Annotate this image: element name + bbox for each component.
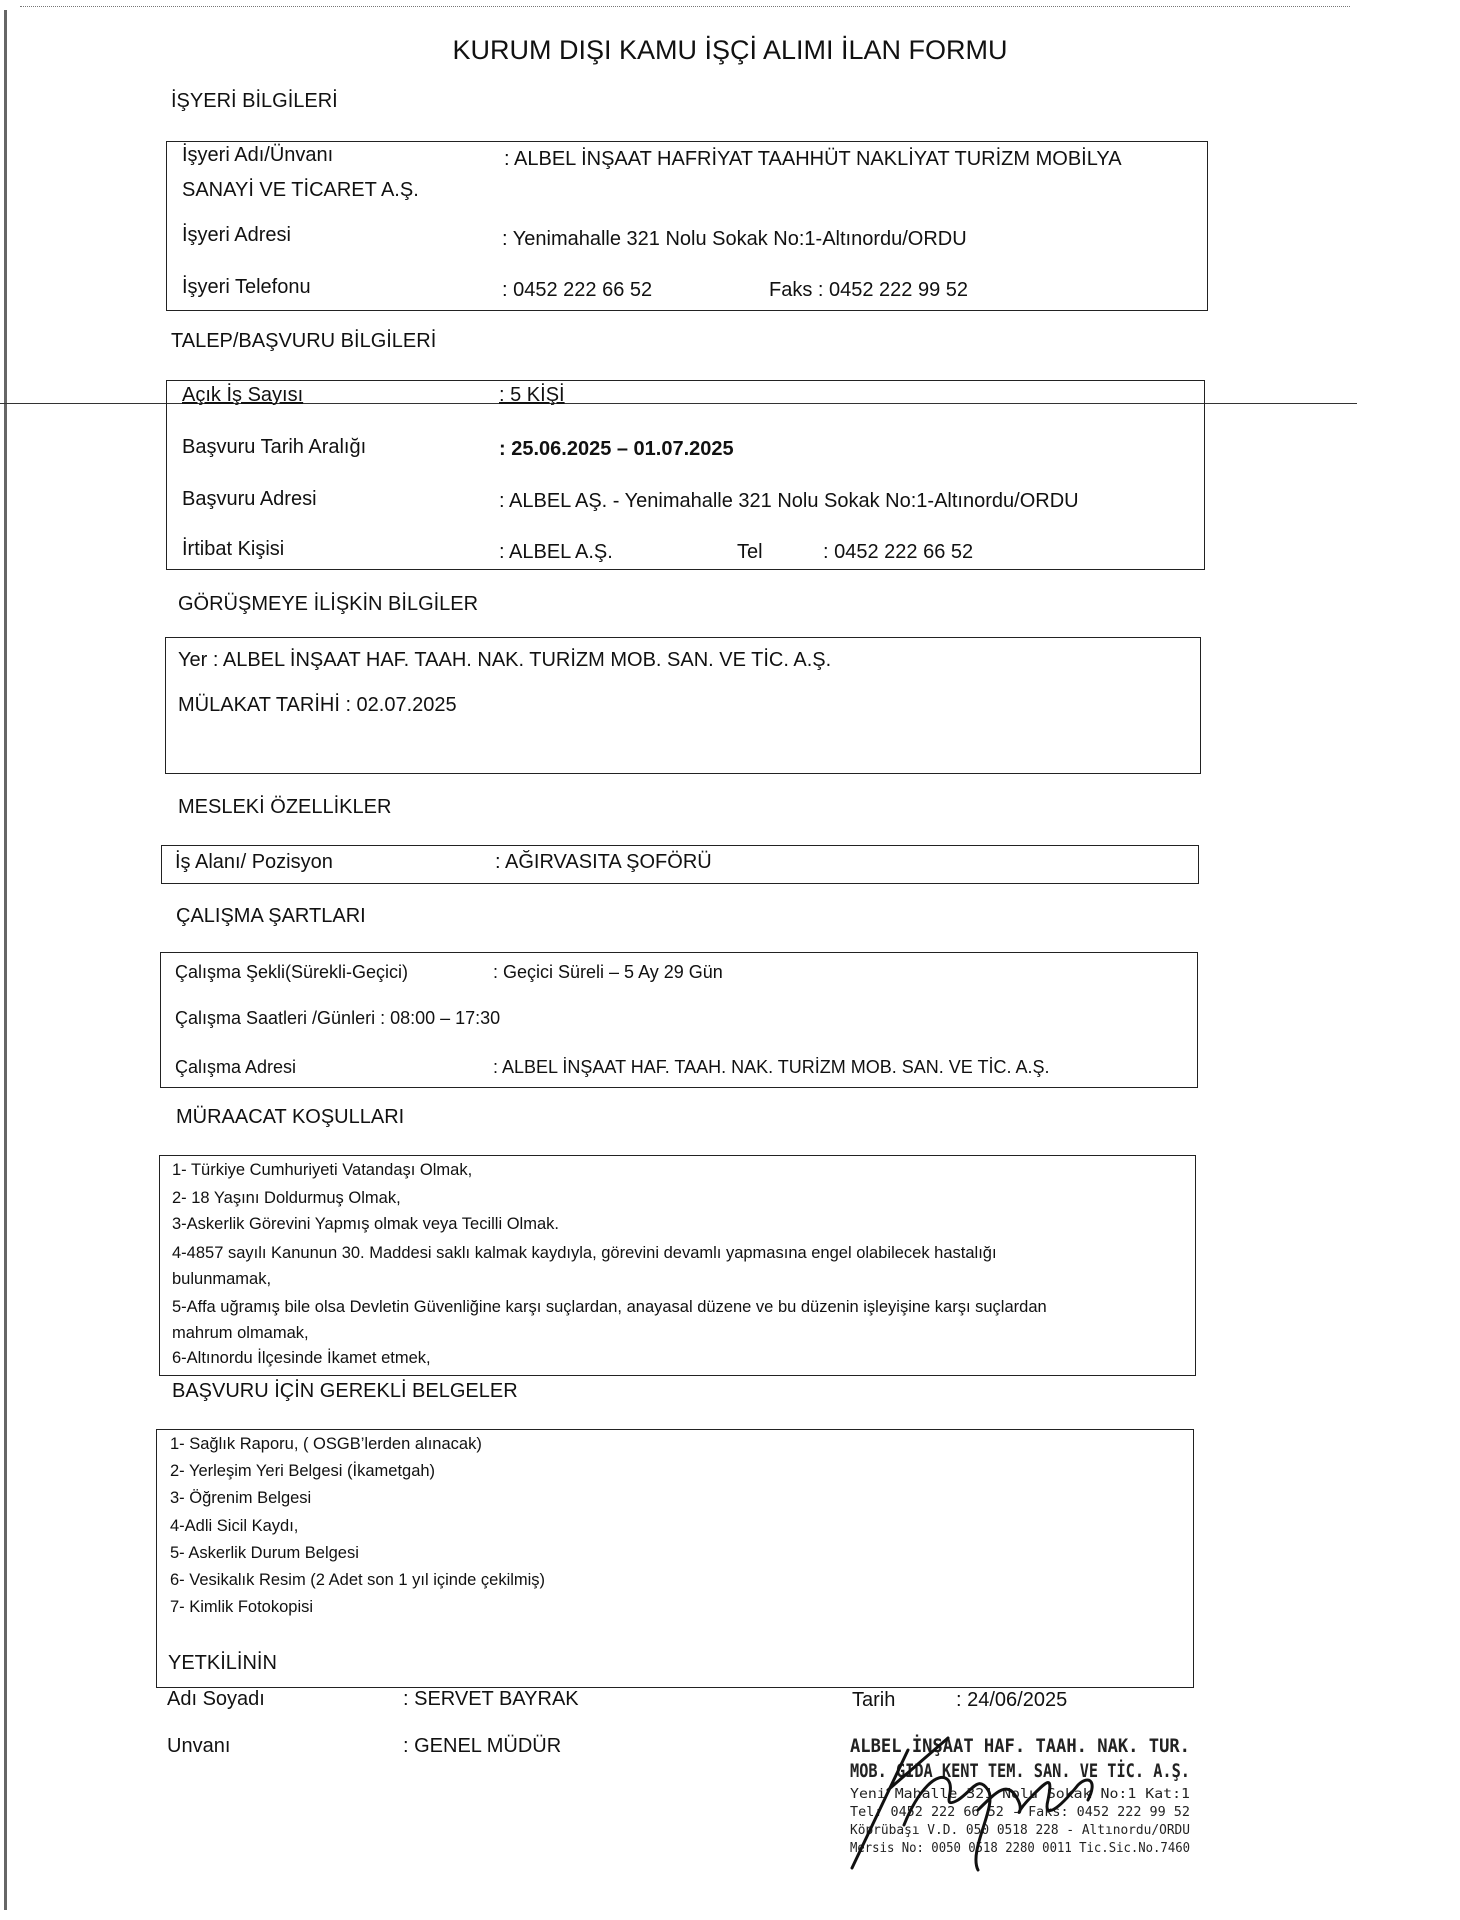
yetkili-title-label: Unvanı [167,1735,231,1757]
company-stamp [848,1730,1274,1875]
talep-tel-label: Tel [737,541,763,563]
svg-text:ALBEL İNŞAAT HAF. TAAH. NAK. T: ALBEL İNŞAAT HAF. TAAH. NAK. TUR. [850,1735,1228,1757]
yetkili-name-label: Adı Soyadı [167,1688,265,1710]
calisma-type-value: : Geçici Süreli – 5 Ay 29 Gün [493,962,723,982]
yetkili-date-value: : 24/06/2025 [956,1689,1068,1711]
belge-line: 1- Sağlık Raporu, ( OSGB’lerden alınacak) [170,1435,482,1453]
isyeri-fax: Faks : 0452 222 99 52 [769,279,969,301]
belge-line: 2- Yerleşim Yeri Belgesi (İkametgah) [170,1462,436,1480]
gorusme-place: Yer : ALBEL İNŞAAT HAF. TAAH. NAK. TURİZM MOB. SAN. VE TİC. A.Ş. [178,649,832,671]
talep-tel-value: : 0452 222 66 52 [823,541,974,563]
calisma-type-label: Çalışma Şekli(Sürekli-Geçici) [175,962,409,982]
belge-line: 5- Askerlik Durum Belgesi [170,1544,359,1562]
section-heading-mesleki: MESLEKİ ÖZELLİKLER [178,796,392,818]
svg-text:Yeni Mahalle 321 Nolu Sokak No: Yeni Mahalle 321 Nolu Sokak No:1 Kat:1 [850,1787,1190,1802]
belge-line: 3- Öğrenim Belgesi [170,1489,312,1507]
svg-text:Mersis No: 0050 0518 2280 0011: Mersis No: 0050 0518 2280 0011 Tic.Sic.No.7460 [850,1841,1190,1856]
isyeri-phone-label: İşyeri Telefonu [182,276,311,298]
muracaat-line: 5-Affa uğramış bile olsa Devletin Güvenliğine karşı suçlardan, anayasal düzene ve bu düzenin işleyişine karşı suçlardan [172,1298,1047,1316]
isyeri-address-label: İşyeri Adresi [182,224,291,246]
section-heading-talep: TALEP/BAŞVURU BİLGİLERİ [171,330,437,352]
gorusme-date: MÜLAKAT TARİHİ : 02.07.2025 [178,694,457,716]
isyeri-phone-value: : 0452 222 66 52 [502,279,653,301]
belge-line: 4-Adli Sicil Kaydı, [170,1517,299,1535]
yetkili-name-value: : SERVET BAYRAK [403,1688,579,1710]
belge-line: 6- Vesikalık Resim (2 Adet son 1 yıl içinde çekilmiş) [170,1571,546,1589]
calisma-address-value: : ALBEL İNŞAAT HAF. TAAH. NAK. TURİZM MOB. SAN. VE TİC. A.Ş. [493,1057,1050,1077]
yetkili-date-label: Tarih [852,1689,896,1711]
muracaat-line: bulunmamak, [172,1270,272,1288]
muracaat-line: mahrum olmamak, [172,1324,309,1342]
calisma-hours: Çalışma Saatleri /Günleri : 08:00 – 17:30 [175,1008,501,1028]
calisma-address-label: Çalışma Adresi [175,1057,297,1077]
talep-contact-label: İrtibat Kişisi [182,538,285,560]
section-heading-belgeler: BAŞVURU İÇİN GEREKLİ BELGELER [172,1380,518,1402]
section-heading-calisma: ÇALIŞMA ŞARTLARI [176,905,366,927]
section-heading-isyeri: İŞYERİ BİLGİLERİ [171,90,338,112]
mesleki-position-value: : AĞIRVASITA ŞOFÖRÜ [495,851,712,873]
authority-heading: YETKİLİNİN [168,1652,277,1674]
talep-date-value: : 25.06.2025 – 01.07.2025 [499,438,734,460]
section-heading-muracaat: MÜRAACAT KOŞULLARI [176,1106,405,1128]
isyeri-name-label: İşyeri Adı/Ünvanı [182,144,334,166]
isyeri-name-value: : ALBEL İNŞAAT HAFRİYAT TAAHHÜT NAKLİYAT TURİZM MOBİLYA [504,148,1122,170]
page-title: KURUM DIŞI KAMU İŞÇİ ALIMI İLAN FORMU [452,35,1008,65]
isyeri-name-value-cont: SANAYİ VE TİCARET A.Ş. [182,179,419,201]
isyeri-address-value: : Yenimahalle 321 Nolu Sokak No:1-Altınordu/ORDU [502,228,967,250]
svg-text:Köprübaşı V.D. 050 0518 228 -: Köprübaşı V.D. 050 0518 228 - Altınordu/ORDU [850,1823,1190,1838]
talep-date-label: Başvuru Tarih Aralığı [182,436,367,458]
muracaat-line: 1- Türkiye Cumhuriyeti Vatandaşı Olmak, [172,1161,473,1179]
talep-contact-value: : ALBEL A.Ş. [499,541,613,563]
muracaat-line: 4-4857 sayılı Kanunun 30. Maddesi saklı kalmak kaydıyla, görevini devamlı yapmasına engel olabilecek hastalığı [172,1244,997,1262]
muracaat-line: 3-Askerlik Görevini Yapmış olmak veya Tecilli Olmak. [172,1215,559,1233]
muracaat-line: 2- 18 Yaşını Doldurmuş Olmak, [172,1189,401,1207]
scan-top-edge [20,6,1350,7]
svg-text:MOB. GIDA KENT TEM. SAN. VE Tİ: MOB. GIDA KENT TEM. SAN. VE TİC. A.Ş. [850,1760,1274,1782]
muracaat-line: 6-Altınordu İlçesinde İkamet etmek, [172,1349,431,1367]
talep-address-label: Başvuru Adresi [182,488,317,510]
scan-left-edge [4,10,7,1910]
talep-open-value: : 5 KİŞİ [499,384,565,406]
mesleki-position-label: İş Alanı/ Pozisyon [175,851,333,873]
talep-box [166,380,1205,570]
svg-text:Tel: 0452 222 66 52 - Faks: 04: Tel: 0452 222 66 52 - Faks: 0452 222 99 52 [850,1805,1190,1820]
section-heading-gorusme: GÖRÜŞMEYE İLİŞKİN BİLGİLER [178,593,479,615]
belge-line: 7- Kimlik Fotokopisi [170,1598,314,1616]
talep-open-label: Açık İş Sayısı [182,384,304,406]
yetkili-title-value: : GENEL MÜDÜR [403,1735,562,1757]
talep-address-value: : ALBEL AŞ. - Yenimahalle 321 Nolu Sokak No:1-Altınordu/ORDU [499,490,1079,512]
